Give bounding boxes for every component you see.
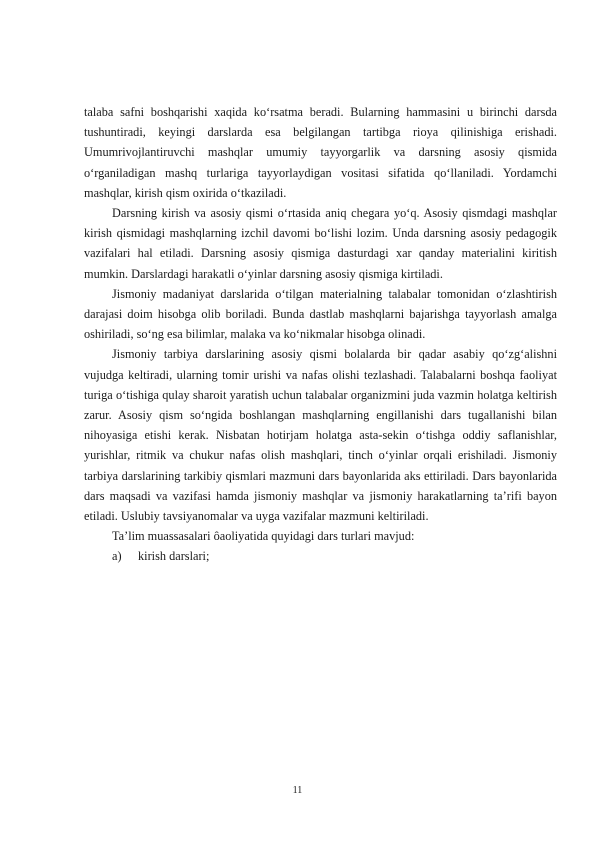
list-marker: a) [112, 549, 122, 564]
paragraph: talaba safni boshqarishi xaqida ko‘rsatma beradi. Bularning hammasini u birinchi darsda tushuntiradi, keyingi darslarda esa belgilangan tartibga rioya qilinishiga erishadi. Umumrivojlantiruvchi mashqlar umumiy tayyorgarlik va darsning asosiy qismida o‘rganiladigan mashq turlariga tayyorlaydigan vositasi sifatida qo‘llaniladi. Yordamchi mashqlar, kirish qism oxirida o‘tkaziladi. [84, 105, 557, 200]
paragraph: Ta’lim muassasalari ôaoliyatida quyidagi dars turlari mavjud: [112, 529, 415, 544]
paragraph: Jismoniy tarbiya darslarining asosiy qismi bolalarda bir qadar asabiy qo‘zg‘alishni vujudga keltiradi, ularning tomir urishi va nafas olishi tezlashadi. Talabalarni boshqa faoliyat turiga o‘tishiga qulay sharoit yaratish uchun talabalar organizmini juda vazmin holatga keltirish zarur. Asosiy qism so‘ngida boshlangan mashqlarning engillanishi dars tugallanishi bilan nihoyasiga etishi kerak. Nisbatan hotirjam holatga asta-sekin o‘tishga oddiy saflanishlar, yurishlar, ritmik va chukur nafas olish mashqlari, tinch o‘yinlar orqali erishiladi. Jismoniy tarbiya darslarining tarkibiy qismlari mazmuni dars bayonlarida aks ettiriladi. Dars bayonlarida dars maqsadi va vazifasi hamda jismoniy mashqlar va jismoniy harakatlarning ta’rifi bayon etiladi. Uslubiy tavsiyanomalar va uyga vazifalar mazmuni keltiriladi. [84, 347, 557, 524]
page-body [84, 102, 557, 567]
list-item-text: kirish darslari; [138, 549, 210, 564]
paragraph: Darsning kirish va asosiy qismi o‘rtasida aniq chegara yo‘q. Asosiy qismdagi mashqlar kirish qismidagi mashqlarning izchil davomi bo‘lishi lozim. Unda darsning asosiy pedagogik vazifalari hal etiladi. Darsning asosiy qismiga dasturdagi xar qanday materialini kiritish mumkin. Darslardagi harakatli o‘yinlar darsning asosiy qismiga kirtiladi. [84, 206, 557, 281]
list-item [84, 546, 557, 566]
paragraph: Jismoniy madaniyat darslarida o‘tilgan materialning talabalar tomonidan o‘zlashtirish darajasi doim hisobga olib boriladi. Bunda dastlab mashqlarni bajarishga tayyorlash amalga oshiriladi, so‘ng esa bilimlar, malaka va ko‘nikmalar hisobga olinadi. [84, 286, 557, 342]
page-number: 11 [292, 785, 303, 796]
